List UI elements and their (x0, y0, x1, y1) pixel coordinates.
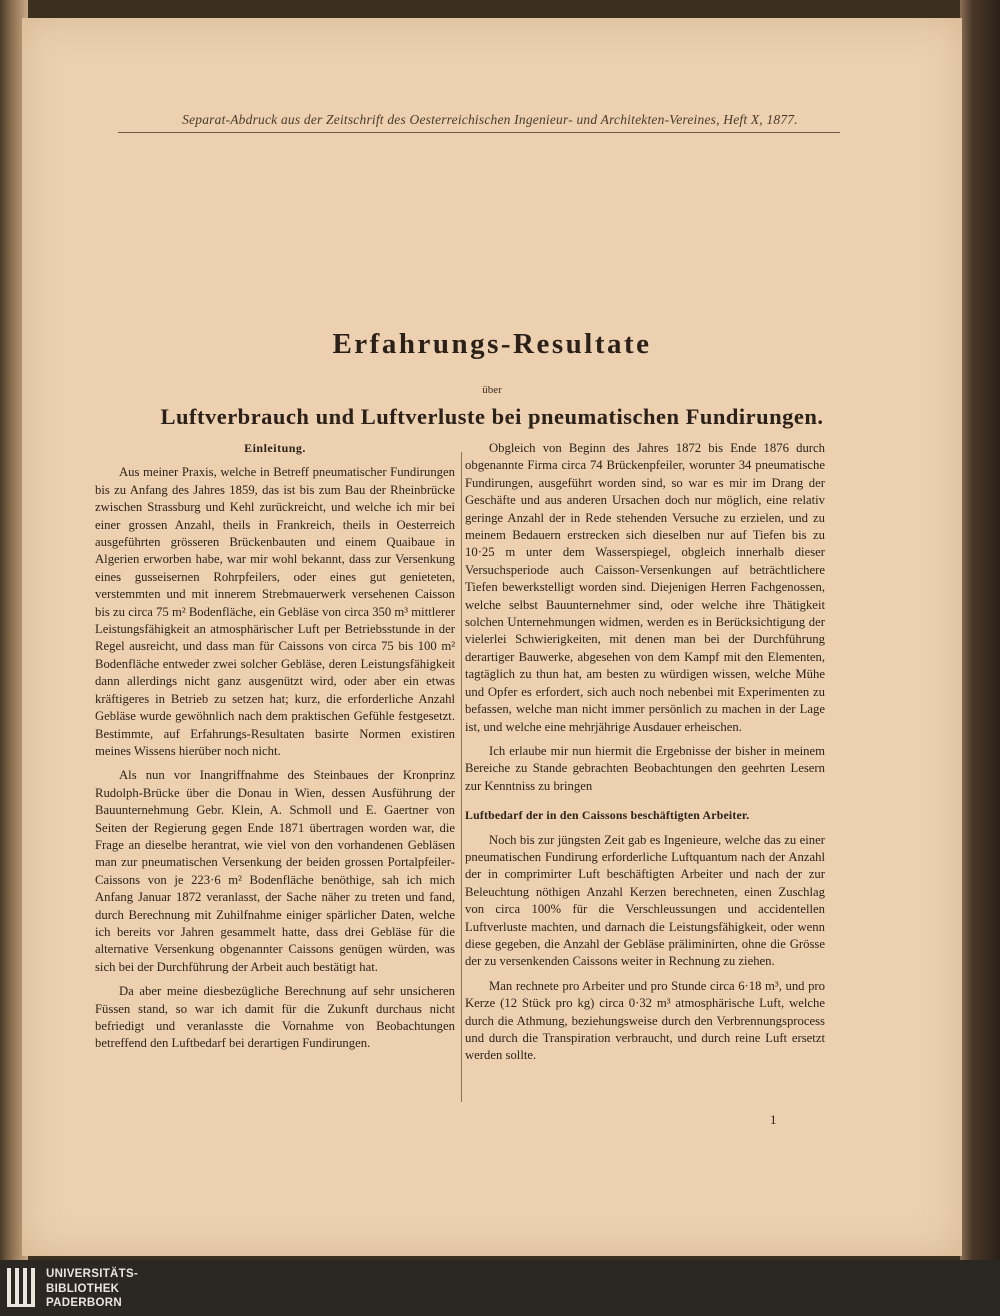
logo-line-3: PADERBORN (46, 1297, 122, 1309)
document-title: Erfahrungs-Resultate (332, 328, 652, 360)
right-column (465, 440, 825, 1065)
logo-line-1: UNIVERSITÄTS- (46, 1268, 139, 1280)
logo-line-2: BIBLIOTHEK (46, 1282, 120, 1295)
paragraph: Aus meiner Praxis, welche in Betreff pneumatischer Fundirungen bis zu Anfang des Jahres 1859, das ist bis zum Bau der Rheinbrücke zwischen Strassburg und Kehl zurückreicht, und welche ich mir bei einer grossen Anzahl, theils in Frankreich, theils in Oesterreich ausgeführten grösseren Brückenbauten und einem Quaibaue in Algerien erworben habe, war mir wohl bekannt, dass zur Versenkung eines gusseisernen Rohrpfeilers, oder eines gut genieteten, verstemmten und mit innerem Strebmauerwerk versehenen Caisson bis zu circa 75 m² Bodenfläche, ein Gebläse von circa 350 m³ mittlerer Leistungsfähigkeit an atmosphärischer Luft per Betriebsstunde in der Regel ausreicht, und dass man für Caissons von circa 75 bis 100 m² Bodenfläche entweder zwei solcher Gebläse, deren Leistungsfähigkeit dann allerdings nicht ganz ausgenützt wird, oder aber ein etwas kräftigeres in Betrieb zu setzen hat; kurz, die erforderliche Anzahl Gebläse wurde gewöhnlich nach dem praktischen Gefühle festgesetzt. Bestimmte, auf Erfahrungs-Resultaten basirte Normen existiren meines Wissens hierüber noch nicht. (95, 465, 455, 758)
section-heading-luftbedarf: Luftbedarf der in den Caissons beschäftigten Arbeiter. (465, 808, 750, 823)
library-logo (6, 1266, 166, 1312)
paragraph: Als nun vor Inangriffnahme des Steinbaues der Kronprinz Rudolph-Brücke über die Donau in Wien, dessen Ausführung der Bauunternehmung Gebr. Klein, A. Schmoll und E. Gaertner von Seiten der Regierung gegen Ende 1871 übertragen worden war, die Frage an dieselbe herantrat, wie viel von den vorhandenen Gebläsen man zur pneumatischen Versenkung der beiden grossen Portalpfeiler-Caissons von je 223·6 m² Bodenfläche benöthige, sah ich mich Anfang Januar 1872 veranlasst, der Sache näher zu treten und fand, durch Berechnung mit Zuhilfnahme einiger spärlicher Daten, welche ich bereits vor Jahren gesammelt hatte, dass drei Gebläse für die alternative Versenkung obgenannter Caissons genügen würden, was sich bei der Durchführung der Arbeit auch bestätigt hat. (95, 768, 455, 974)
paragraph: Ich erlaube mir nun hiermit die Ergebnisse der bisher in meinem Bereiche zu Stande gebrachten Beobachtungen den geehrten Lesern zur Kenntniss zu bringen (465, 743, 825, 793)
page-number: 1 (770, 1112, 777, 1127)
paragraph: Man rechnete pro Arbeiter und pro Stunde circa 6·18 m³, und pro Kerze (12 Stück pro kg) circa 0·32 m³ atmosphärische Luft, welche durch die Athmung, beziehungsweise durch den Verbrennungsprocess und durch die Transpiration verbraucht, und durch reine Luft ersetzt werden sollte. (465, 978, 825, 1063)
document-subtitle: Luftverbrauch und Luftverluste bei pneumatischen Fundirungen. (160, 404, 824, 429)
paragraph: Da aber meine diesbezügliche Berechnung auf sehr unsicheren Füssen stand, so war ich damit für die Zukunft durchaus nicht befriedigt und veranlasste die Vornahme von Beobachtungen betreffend den Luftbedarf bei derartigen Fundirungen. (95, 984, 455, 1051)
header-rule (118, 132, 840, 133)
column-divider (461, 452, 462, 1102)
left-column (95, 440, 455, 1053)
title-connector: über (482, 384, 502, 396)
running-header: Separat-Abdruck aus der Zeitschrift des Oesterreichischen Ingenieur- und Architekten-Vereines, Heft X, 1877. (182, 112, 798, 127)
section-heading-einleitung: Einleitung. (244, 441, 306, 455)
paragraph: Noch bis zur jüngsten Zeit gab es Ingenieure, welche das zu einer pneumatischen Fundirung erforderliche Luftquantum nach der Anzahl der in comprimirter Luft beschäftigten Arbeiter und nach der zur Beleuchtung nöthigen Anzahl Kerzen berechneten, einen Zuschlag von circa 100% für die Verschleussungen und accidentellen Luftverluste machten, und darnach die Leistungsfähigkeit, oder wenn diese gegeben, die Anzahl der Gebläse präliminirten, ohne die Grösse der zu versenkenden Caissons weiter in Rechnung zu ziehen. (465, 832, 825, 969)
library-emblem-icon (6, 1266, 38, 1310)
paragraph: Obgleich von Beginn des Jahres 1872 bis Ende 1876 durch obgenannte Firma circa 74 Brückenpfeiler, worunter 34 pneumatische Fundirungen, ausgeführt worden sind, so war es mir im Drang der Geschäfte und aus anderen Ursachen doch nur möglich, eine relativ geringe Anzahl der in Rede stehenden Versuche zu erzielen, und zu meinem Bedauern erstrecken sich dieselben nur auf Tiefen bis zu 10·25 m unter dem Wasserspiegel, obgleich innerhalb dieser Versuchsperiode auch Caisson-Versenkungen auf beträchtlichere Tiefen bewerkstelligt worden sind. Diejenigen Herren Fachgenossen, welche selbst Bauunternehmer sind, oder welche ihre Thätigkeit solchen Unternehmungen widmen, werden es in Berücksichtigung der vielerlei Schwierigkeiten, mit denen man bei der Durchführung derartiger Bauwerke, abgesehen von dem Kampf mit den Elementen, tagtäglich zu thun hat, am besten zu würdigen wissen, welche Mühe und Opfer es erfordert, sich auch noch nebenbei mit Experimenten zu befassen, welche man nicht immer persönlich zu machen in der Lage ist, und welche eine mehrjährige Ausdauer erheischen. (465, 441, 825, 734)
right-background-edge (960, 0, 1000, 1316)
